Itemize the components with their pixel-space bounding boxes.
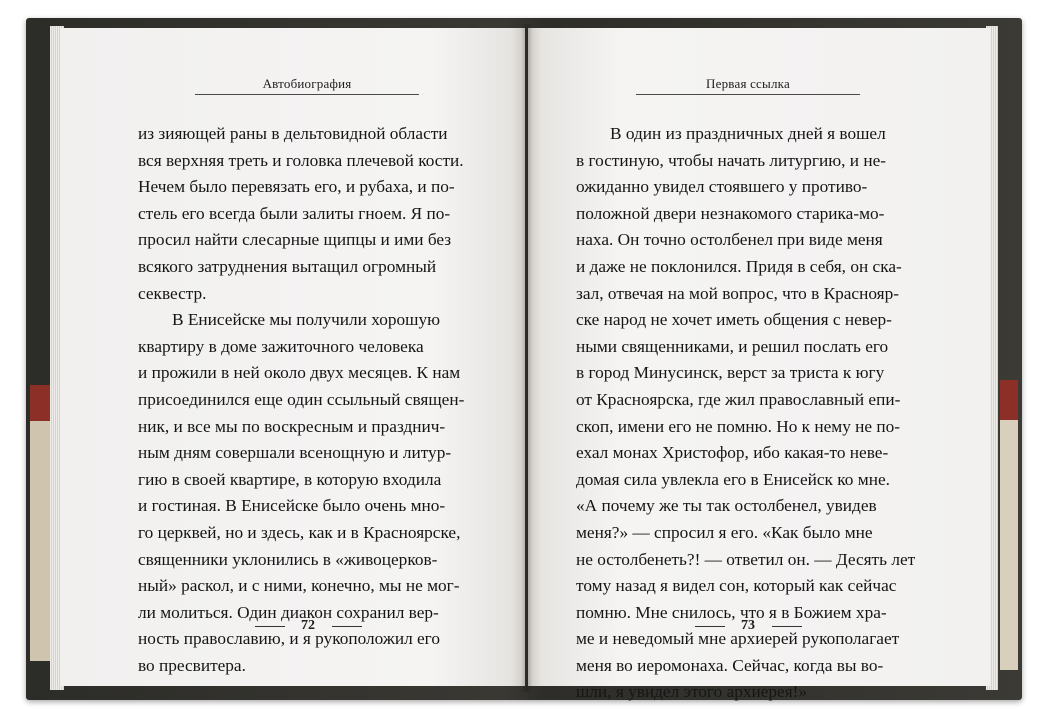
text-line: тому назад я видел сон, который как сейчас xyxy=(576,576,897,596)
text-line: меня?» — спросил я его. «Как было мне xyxy=(576,522,873,542)
text-line: В один из праздничных дней я вошел xyxy=(610,124,886,143)
left-page-text xyxy=(138,121,538,679)
text-line: в город Минусинск, верст за триста к югу xyxy=(576,363,885,383)
text-line: секвестр. xyxy=(138,283,207,303)
header-rule-left xyxy=(195,94,419,95)
cover-stripe-left-red xyxy=(30,385,52,421)
text-line: шли, я увидел этого архиерея!» xyxy=(576,682,808,702)
page-number-left: 72 xyxy=(301,618,315,633)
page-number-right: 73 xyxy=(741,618,755,633)
text-line: и прожили в ней около двух месяцев. К нам xyxy=(138,363,461,383)
cover-stripe-right-beige xyxy=(1000,420,1018,670)
text-line: ник, и все мы по воскресным и празднич- xyxy=(138,416,446,436)
text-line: меня во иеромонаха. Сейчас, когда вы во- xyxy=(576,655,884,675)
text-line: из зияющей раны в дельтовидной области xyxy=(138,124,448,143)
right-page xyxy=(528,28,990,702)
cover-stripe-left-beige xyxy=(30,421,52,661)
text-line: домая сила увлекла его в Енисейск ко мне. xyxy=(576,469,890,489)
header-rule-right xyxy=(636,94,860,95)
text-line: В Енисейске мы получили хорошую xyxy=(172,310,441,330)
text-line: ме и неведомый мне архиерей рукополагает xyxy=(576,629,900,649)
text-line: положной двери незнакомого старика-мо- xyxy=(576,203,885,223)
text-line: ли молиться. Один диакон сохранил вер- xyxy=(138,602,439,622)
text-line: присоединился еще один ссыльный священ- xyxy=(138,389,465,409)
text-line: помню. Мне снилось, что я в Божием хра- xyxy=(576,602,887,622)
text-line: гию в своей квартире, в которую входила xyxy=(138,469,442,489)
text-line: просил найти слесарные щипцы и ими без xyxy=(138,230,452,250)
text-line: «А почему же ты так остолбенел, увидев xyxy=(576,496,877,516)
text-line: квартиру в доме зажиточного человека xyxy=(138,336,424,356)
text-line: зал, отвечая на мой вопрос, что в Краснояр- xyxy=(576,283,900,303)
book-gutter xyxy=(521,24,533,692)
running-header-left: Автобиография xyxy=(262,76,352,91)
text-line: в гостиную, чтобы начать литургию, и не- xyxy=(576,150,886,170)
text-line: ный» раскол, и с ними, конечно, мы не мог- xyxy=(138,576,460,596)
text-line: ске народ не хочет иметь общения с невер- xyxy=(576,310,892,330)
text-line: ожиданно увидел стоявшего у противо- xyxy=(576,177,868,197)
text-line: вся верхняя треть и головка плечевой кости. xyxy=(138,150,464,170)
text-line: ность православию, и я рукоположил его xyxy=(138,629,440,649)
text-line: во пресвитера. xyxy=(138,655,246,675)
text-line: стель его всегда были залиты гноем. Я по- xyxy=(138,203,451,223)
text-line: и даже не поклонился. Придя в себя, он ска- xyxy=(576,256,902,276)
text-line: священники уклонились в «живоцерков- xyxy=(138,549,438,569)
text-line: от Красноярска, где жил православный епи- xyxy=(576,389,901,409)
text-line: и гостиная. В Енисейске было очень мно- xyxy=(138,496,446,516)
text-line: не остолбенеть?! — ответил он. — Десять лет xyxy=(576,549,916,569)
page-number-dash xyxy=(772,626,802,627)
page-number-dash xyxy=(332,626,362,627)
text-line: Нечем было перевязать его, и рубаха, и по- xyxy=(138,177,455,197)
text-line: наха. Он точно остолбенел при виде меня xyxy=(576,230,883,250)
text-line: скоп, имени его не помню. Но к нему не по- xyxy=(576,416,901,436)
cover-stripe-right-red xyxy=(1000,380,1018,420)
running-header-right: Первая ссылка xyxy=(706,76,790,91)
text-line: ным дням совершали всенощную и литур- xyxy=(138,443,452,463)
left-page xyxy=(60,28,525,686)
text-line: ехал монах Христофор, ибо какая-то неве- xyxy=(576,443,889,463)
text-line: ными священниками, и решил послать его xyxy=(576,336,889,356)
text-line: го церквей, но и здесь, как и в Красноярске, xyxy=(138,522,461,542)
text-line: всякого затруднения вытащил огромный xyxy=(138,256,437,276)
